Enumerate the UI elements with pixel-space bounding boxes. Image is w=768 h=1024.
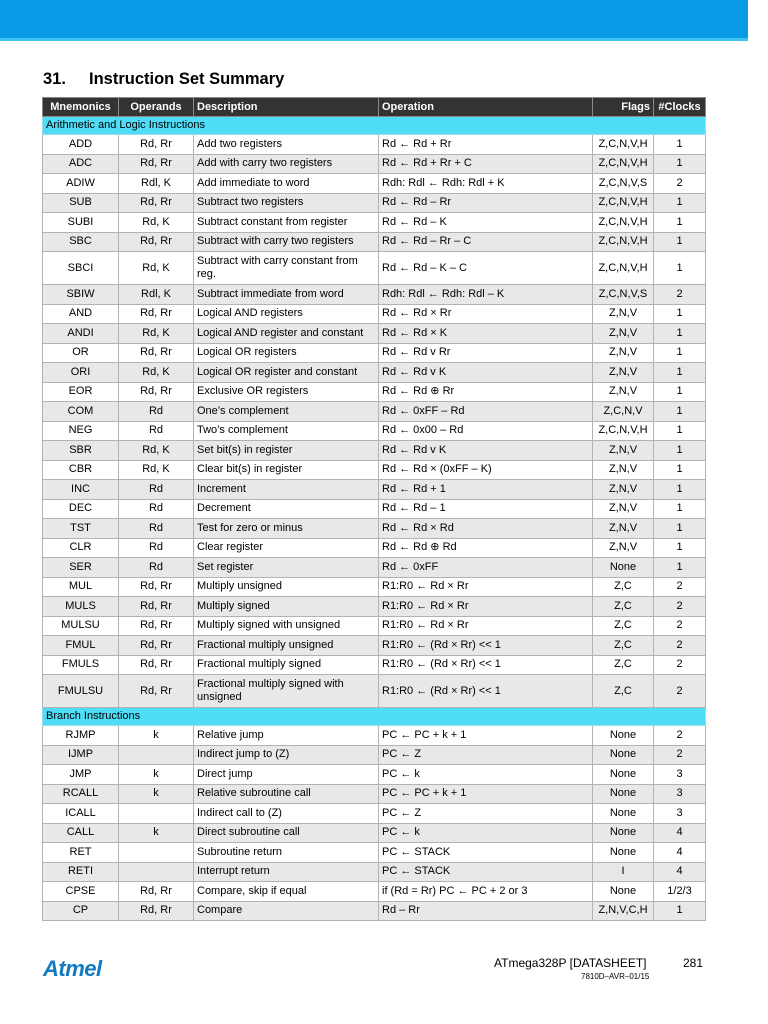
operation-cell: Rd ← 0xFF [379,558,593,578]
table-row [43,382,706,402]
flags-cell: Z,N,V [593,363,654,383]
operation-cell: R1:R0 ← (Rd × Rr) << 1 [379,675,593,708]
operands-cell: Rd, Rr [119,343,194,363]
footer-page-number: 281 [683,956,704,970]
table-row [43,363,706,383]
flags-cell: None [593,558,654,578]
operands-cell: Rd, Rr [119,154,194,174]
clocks-cell: 2 [654,616,706,636]
flags-cell: None [593,823,654,843]
operands-cell: Rd [119,480,194,500]
operation-cell: PC ← k [379,765,593,785]
clocks-cell: 1 [654,343,706,363]
table-row [43,480,706,500]
mnemonic-cell: JMP [43,765,119,785]
clocks-cell: 1 [654,402,706,422]
clocks-cell: 2 [654,577,706,597]
table-row [43,324,706,344]
table-row [43,636,706,656]
clocks-cell: 1 [654,324,706,344]
description-cell: Multiply unsigned [194,577,379,597]
mnemonic-cell: RETI [43,862,119,882]
table-row [43,519,706,539]
mnemonic-cell: CPSE [43,882,119,902]
table-row [43,558,706,578]
clocks-cell: 1 [654,538,706,558]
table-row [43,135,706,155]
mnemonic-cell: ICALL [43,804,119,824]
table-row [43,901,706,921]
mnemonic-cell: CALL [43,823,119,843]
table-row [43,538,706,558]
section-row [43,117,706,135]
clocks-cell: 3 [654,765,706,785]
mnemonic-cell: ORI [43,363,119,383]
flags-cell: Z,C [593,577,654,597]
flags-cell: None [593,784,654,804]
mnemonic-cell: RJMP [43,726,119,746]
flags-cell: Z,N,V [593,519,654,539]
operands-cell: k [119,784,194,804]
operation-cell: Rd ← Rd – K – C [379,252,593,285]
clocks-cell: 2 [654,636,706,656]
operation-cell: Rd ← Rd × (0xFF – K) [379,460,593,480]
operands-cell: Rd, Rr [119,193,194,213]
flags-cell: Z,C,N,V [593,402,654,422]
description-cell: Clear bit(s) in register [194,460,379,480]
flags-cell: Z,N,V [593,304,654,324]
table-row [43,285,706,305]
column-header-operands: Operands [119,98,194,117]
mnemonic-cell: COM [43,402,119,422]
operands-cell: Rd, Rr [119,232,194,252]
clocks-cell: 1 [654,558,706,578]
clocks-cell: 2 [654,174,706,194]
operands-cell: Rdl, K [119,285,194,305]
operation-cell: Rd ← Rd v K [379,441,593,461]
mnemonic-cell: EOR [43,382,119,402]
description-cell: Direct jump [194,765,379,785]
clocks-cell: 2 [654,597,706,617]
operation-cell: R1:R0 ← (Rd × Rr) << 1 [379,655,593,675]
mnemonic-cell: RET [43,843,119,863]
table-row [43,154,706,174]
clocks-cell: 3 [654,784,706,804]
description-cell: Direct subroutine call [194,823,379,843]
description-cell: Logical OR registers [194,343,379,363]
flags-cell: None [593,804,654,824]
section-row-title: Arithmetic and Logic Instructions [43,117,706,135]
mnemonic-cell: ADIW [43,174,119,194]
operation-cell: Rd ← Rd ⊕ Rr [379,382,593,402]
clocks-cell: 1 [654,363,706,383]
operands-cell: Rd [119,519,194,539]
operation-cell: PC ← k [379,823,593,843]
section-number: 31. [43,70,66,88]
mnemonic-cell: OR [43,343,119,363]
flags-cell: Z,C,N,V,H [593,193,654,213]
operands-cell: Rd, Rr [119,304,194,324]
column-header-clocks: #Clocks [654,98,706,117]
description-cell: Subtract with carry constant from reg. [194,252,379,285]
operands-cell: Rd, K [119,363,194,383]
flags-cell: Z,N,V [593,480,654,500]
description-cell: Increment [194,480,379,500]
clocks-cell: 2 [654,726,706,746]
operation-cell: PC ← PC + k + 1 [379,726,593,746]
description-cell: Add two registers [194,135,379,155]
description-cell: Relative subroutine call [194,784,379,804]
operation-cell: Rd ← Rd – Rr [379,193,593,213]
clocks-cell: 1 [654,135,706,155]
operands-cell: Rd, Rr [119,616,194,636]
table-row [43,304,706,324]
mnemonic-cell: SER [43,558,119,578]
clocks-cell: 4 [654,843,706,863]
column-header-flags: Flags [593,98,654,117]
flags-cell: None [593,745,654,765]
column-header-description: Description [194,98,379,117]
mnemonic-cell: CLR [43,538,119,558]
description-cell: Two’s complement [194,421,379,441]
mnemonic-cell: SBC [43,232,119,252]
clocks-cell: 1 [654,480,706,500]
table-row [43,862,706,882]
mnemonic-cell: SBCI [43,252,119,285]
operation-cell: Rd ← Rd × K [379,324,593,344]
table-row [43,174,706,194]
clocks-cell: 2 [654,655,706,675]
table-row [43,402,706,422]
description-cell: Subtract with carry two registers [194,232,379,252]
section-title-text: Instruction Set Summary [89,70,285,88]
operands-cell: Rd, K [119,460,194,480]
operands-cell: Rd, Rr [119,577,194,597]
operation-cell: PC ← Z [379,745,593,765]
operands-cell: Rd, Rr [119,901,194,921]
clocks-cell: 4 [654,862,706,882]
description-cell: Subroutine return [194,843,379,863]
clocks-cell: 2 [654,745,706,765]
description-cell: Clear register [194,538,379,558]
clocks-cell: 1 [654,499,706,519]
mnemonic-cell: IJMP [43,745,119,765]
mnemonic-cell: SBIW [43,285,119,305]
table-row [43,675,706,708]
flags-cell: Z,C,N,V,H [593,252,654,285]
flags-cell: Z,C [593,636,654,656]
table-row [43,804,706,824]
flags-cell: None [593,843,654,863]
header-bar [0,0,748,41]
mnemonic-cell: SBR [43,441,119,461]
table-body [43,117,706,921]
table-row [43,213,706,233]
clocks-cell: 1 [654,901,706,921]
description-cell: Fractional multiply signed with unsigned [194,675,379,708]
operation-cell: R1:R0 ← Rd × Rr [379,577,593,597]
clocks-cell: 1 [654,421,706,441]
operation-cell: PC ← PC + k + 1 [379,784,593,804]
operands-cell [119,843,194,863]
description-cell: Multiply signed [194,597,379,617]
clocks-cell: 1 [654,193,706,213]
table-row [43,193,706,213]
mnemonic-cell: MUL [43,577,119,597]
description-cell: Compare, skip if equal [194,882,379,902]
table-row [43,882,706,902]
operands-cell: Rd [119,402,194,422]
description-cell: One’s complement [194,402,379,422]
table-row [43,441,706,461]
table-row [43,616,706,636]
footer-revision: 7810D–AVR–01/15 [581,972,650,981]
description-cell: Relative jump [194,726,379,746]
clocks-cell: 1 [654,304,706,324]
table-row [43,823,706,843]
mnemonic-cell: ADD [43,135,119,155]
description-cell: Interrupt return [194,862,379,882]
atmel-logo: Atmel [43,956,102,981]
flags-cell: Z,C,N,V,H [593,421,654,441]
table-row [43,765,706,785]
operands-cell: k [119,726,194,746]
mnemonic-cell: TST [43,519,119,539]
operands-cell: Rd, K [119,324,194,344]
mnemonic-cell: AND [43,304,119,324]
clocks-cell: 1 [654,232,706,252]
operation-cell: R1:R0 ← Rd × Rr [379,597,593,617]
operation-cell: Rd ← Rd + 1 [379,480,593,500]
operands-cell: k [119,823,194,843]
flags-cell: Z,N,V,C,H [593,901,654,921]
description-cell: Subtract constant from register [194,213,379,233]
instruction-set-table [42,97,706,921]
operands-cell: Rd, Rr [119,675,194,708]
section-row-title: Branch Instructions [43,708,706,726]
description-cell: Logical AND register and constant [194,324,379,344]
operation-cell: Rd ← Rd – K [379,213,593,233]
flags-cell: Z,C,N,V,H [593,135,654,155]
footer-document-title: ATmega328P [DATASHEET] [494,956,647,970]
flags-cell: Z,C [593,655,654,675]
flags-cell: Z,C [593,616,654,636]
operation-cell: if (Rd = Rr) PC ← PC + 2 or 3 [379,882,593,902]
section-row [43,708,706,726]
description-cell: Fractional multiply unsigned [194,636,379,656]
flags-cell: Z,N,V [593,343,654,363]
operands-cell [119,862,194,882]
mnemonic-cell: DEC [43,499,119,519]
table-row [43,421,706,441]
flags-cell: Z,C [593,675,654,708]
clocks-cell: 1 [654,382,706,402]
column-header-operation: Operation [379,98,593,117]
operands-cell [119,745,194,765]
mnemonic-cell: RCALL [43,784,119,804]
operation-cell: PC ← Z [379,804,593,824]
description-cell: Indirect call to (Z) [194,804,379,824]
operands-cell: Rd [119,538,194,558]
operands-cell: Rd, K [119,213,194,233]
operands-cell: Rd [119,499,194,519]
flags-cell: Z,N,V [593,499,654,519]
clocks-cell: 1/2/3 [654,882,706,902]
table-row [43,843,706,863]
operands-cell: Rd, Rr [119,655,194,675]
flags-cell: Z,C,N,V,S [593,174,654,194]
flags-cell: None [593,765,654,785]
description-cell: Add immediate to word [194,174,379,194]
clocks-cell: 1 [654,460,706,480]
description-cell: Decrement [194,499,379,519]
operation-cell: Rd ← Rd + Rr + C [379,154,593,174]
mnemonic-cell: FMULS [43,655,119,675]
operation-cell: Rd – Rr [379,901,593,921]
operation-cell: Rd ← Rd v K [379,363,593,383]
description-cell: Set bit(s) in register [194,441,379,461]
clocks-cell: 4 [654,823,706,843]
table-row [43,577,706,597]
table-row [43,597,706,617]
description-cell: Logical AND registers [194,304,379,324]
clocks-cell: 1 [654,441,706,461]
mnemonic-cell: SUB [43,193,119,213]
description-cell: Subtract two registers [194,193,379,213]
table-row [43,343,706,363]
description-cell: Indirect jump to (Z) [194,745,379,765]
clocks-cell: 1 [654,154,706,174]
description-cell: Subtract immediate from word [194,285,379,305]
operands-cell: Rd, Rr [119,382,194,402]
operation-cell: Rd ← 0xFF – Rd [379,402,593,422]
flags-cell: Z,C,N,V,H [593,232,654,252]
operation-cell: PC ← STACK [379,862,593,882]
table-header-row [43,98,706,117]
operands-cell [119,804,194,824]
operation-cell: R1:R0 ← (Rd × Rr) << 1 [379,636,593,656]
operation-cell: Rd ← Rd × Rr [379,304,593,324]
operation-cell: Rd ← 0x00 – Rd [379,421,593,441]
operation-cell: Rd ← Rd × Rd [379,519,593,539]
mnemonic-cell: NEG [43,421,119,441]
clocks-cell: 1 [654,252,706,285]
operation-cell: Rd ← Rd + Rr [379,135,593,155]
operation-cell: R1:R0 ← Rd × Rr [379,616,593,636]
operands-cell: Rd, Rr [119,597,194,617]
operation-cell: Rdh: Rdl ← Rdh: Rdl + K [379,174,593,194]
mnemonic-cell: ADC [43,154,119,174]
flags-cell: Z,N,V [593,441,654,461]
table-row [43,784,706,804]
clocks-cell: 3 [654,804,706,824]
operands-cell: Rd, Rr [119,882,194,902]
table-row [43,252,706,285]
clocks-cell: 2 [654,285,706,305]
flags-cell: Z,C,N,V,H [593,154,654,174]
flags-cell: Z,N,V [593,538,654,558]
mnemonic-cell: ANDI [43,324,119,344]
operands-cell: Rdl, K [119,174,194,194]
flags-cell: Z,C [593,597,654,617]
flags-cell: I [593,862,654,882]
table-row [43,726,706,746]
table-row [43,232,706,252]
description-cell: Multiply signed with unsigned [194,616,379,636]
flags-cell: None [593,882,654,902]
description-cell: Test for zero or minus [194,519,379,539]
table-row [43,745,706,765]
mnemonic-cell: MULSU [43,616,119,636]
clocks-cell: 2 [654,675,706,708]
operation-cell: Rd ← Rd – Rr – C [379,232,593,252]
operation-cell: Rd ← Rd ⊕ Rd [379,538,593,558]
section-title [43,70,284,89]
description-cell: Compare [194,901,379,921]
operation-cell: Rd ← Rd – 1 [379,499,593,519]
operands-cell: Rd, K [119,441,194,461]
flags-cell: Z,C,N,V,S [593,285,654,305]
clocks-cell: 1 [654,519,706,539]
operands-cell: Rd, K [119,252,194,285]
mnemonic-cell: FMUL [43,636,119,656]
table-row [43,460,706,480]
operands-cell: Rd, Rr [119,636,194,656]
operation-cell: Rd ← Rd v Rr [379,343,593,363]
description-cell: Logical OR register and constant [194,363,379,383]
mnemonic-cell: CBR [43,460,119,480]
mnemonic-cell: CP [43,901,119,921]
operands-cell: k [119,765,194,785]
operands-cell: Rd [119,558,194,578]
operands-cell: Rd [119,421,194,441]
table-row [43,655,706,675]
operation-cell: Rdh: Rdl ← Rdh: Rdl – K [379,285,593,305]
column-header-mnemonics: Mnemonics [43,98,119,117]
description-cell: Add with carry two registers [194,154,379,174]
mnemonic-cell: SUBI [43,213,119,233]
mnemonic-cell: FMULSU [43,675,119,708]
flags-cell: None [593,726,654,746]
operands-cell: Rd, Rr [119,135,194,155]
flags-cell: Z,C,N,V,H [593,213,654,233]
description-cell: Set register [194,558,379,578]
operation-cell: PC ← STACK [379,843,593,863]
table-row [43,499,706,519]
flags-cell: Z,N,V [593,382,654,402]
description-cell: Exclusive OR registers [194,382,379,402]
mnemonic-cell: INC [43,480,119,500]
flags-cell: Z,N,V [593,460,654,480]
flags-cell: Z,N,V [593,324,654,344]
description-cell: Fractional multiply signed [194,655,379,675]
clocks-cell: 1 [654,213,706,233]
mnemonic-cell: MULS [43,597,119,617]
